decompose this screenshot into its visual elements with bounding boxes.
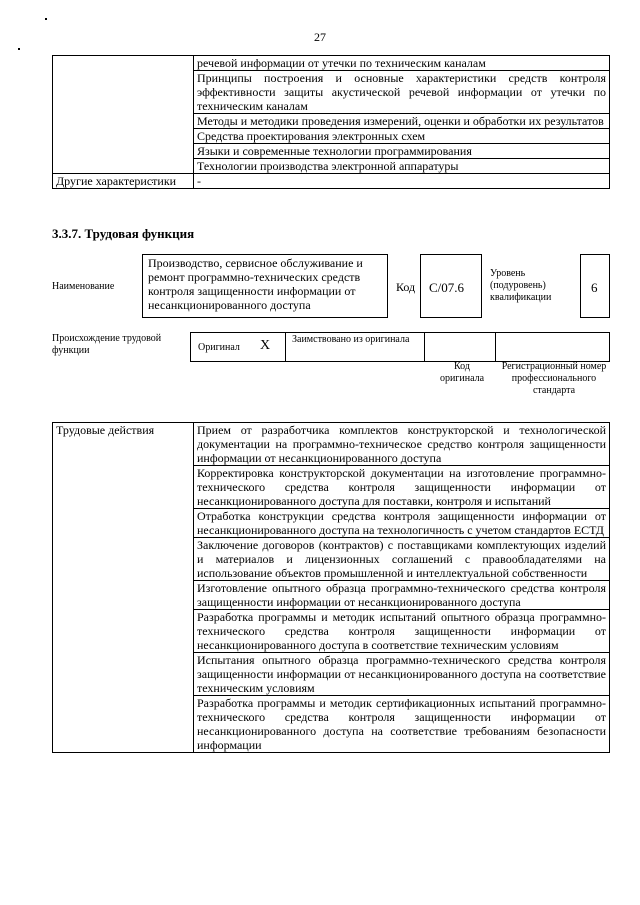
- table-row: [53, 174, 610, 189]
- table-cell: Изготовление опытного образца программно-технического средства контроля защищенности информации от несанкционированного доступа: [194, 581, 610, 610]
- table-cell: Разработка программы и методик испытаний опытного образца программно-технического средства контроля защищенности информации от несанкционированного доступа в соответствие техническим условиям: [194, 610, 610, 653]
- code-caption: Код оригинала: [439, 361, 485, 384]
- reg-caption: Регистрационный номер профессионального стандарта: [501, 361, 607, 396]
- table-cell: Разработка программы и методик сертификационных испытаний программно-технического средства контроля защищенности информации от несанкционированного доступа на соответствие требованиям безопасности информации: [194, 696, 610, 753]
- original-box: [190, 332, 286, 362]
- labor-actions-table: [52, 422, 610, 753]
- table-cell: Корректировка конструкторской документации на изготовление программно-технического средства контроля защищенности информации от несанкционированного доступа для поставки, контроля и испытаний: [194, 466, 610, 509]
- reg-number-box: [495, 332, 610, 362]
- table-cell: Отработка конструкции средства контроля защищенности информации от несанкционированного доступа на технологичность с учетом стандартов ЕСТД: [194, 509, 610, 538]
- table-row: [53, 56, 610, 71]
- original-label: Оригинал: [198, 342, 240, 353]
- table-row: [53, 423, 610, 466]
- name-label: Наименование: [52, 281, 115, 292]
- table-cell: Прием от разработчика комплектов конструкторской и технологической документации на программно-техническое средство контроля защищенности информации от несанкционированного доступа: [194, 423, 610, 466]
- name-value-box: [142, 254, 388, 318]
- knowledge-table: [52, 55, 610, 189]
- level-value: 6: [591, 280, 598, 295]
- table-cell: Заключение договоров (контрактов) с поставщиками комплектующих изделий и материалов и лицензионных соглашений с правообладателями на использование объектов промышленной и интеллектуальной собственности: [194, 538, 610, 581]
- table-cell: Принципы построения и основные характеристики средств контроля эффективности защиты акустической речевой информации от утечки по техническим каналам: [194, 71, 610, 114]
- section-title: 3.3.7. Трудовая функция: [52, 226, 195, 241]
- table-cell: Технологии производства электронной аппаратуры: [194, 159, 610, 174]
- function-name: Производство, сервисное обслуживание и ремонт программно-технических средств контроля защищенности информации от несанкционированного доступа: [148, 256, 363, 312]
- code-value: C/07.6: [429, 280, 465, 295]
- borrowed-box: [285, 332, 425, 362]
- page-number: 27: [314, 30, 326, 44]
- table-cell: Методы и методики проведения измерений, оценки и обработки их результатов: [194, 114, 610, 129]
- left-cell-empty: [53, 56, 194, 174]
- scan-speck: [18, 48, 20, 50]
- other-characteristics-label: Другие характеристики: [53, 174, 194, 189]
- table-cell: Языки и современные технологии программирования: [194, 144, 610, 159]
- code-label: Код: [396, 280, 416, 294]
- table-cell: Испытания опытного образца программно-технического средства контроля защищенности информации от несанкционированного доступа на соответствие техническим условиям: [194, 653, 610, 696]
- other-characteristics-value: -: [194, 174, 610, 189]
- table-cell: речевой информации от утечки по техническим каналам: [194, 56, 610, 71]
- scan-speck: [45, 18, 47, 20]
- original-mark: X: [260, 338, 271, 353]
- borrowed-label: Заимствовано из оригинала: [292, 334, 410, 345]
- table-cell: Средства проектирования электронных схем: [194, 129, 610, 144]
- level-value-box: [580, 254, 610, 318]
- origin-label: Происхождение трудовой функции: [52, 333, 162, 356]
- level-label: Уровень (подуровень) квалификации: [490, 268, 552, 303]
- code-value-box: [420, 254, 482, 318]
- labor-actions-label: Трудовые действия: [53, 423, 194, 753]
- origin-code-box: [424, 332, 496, 362]
